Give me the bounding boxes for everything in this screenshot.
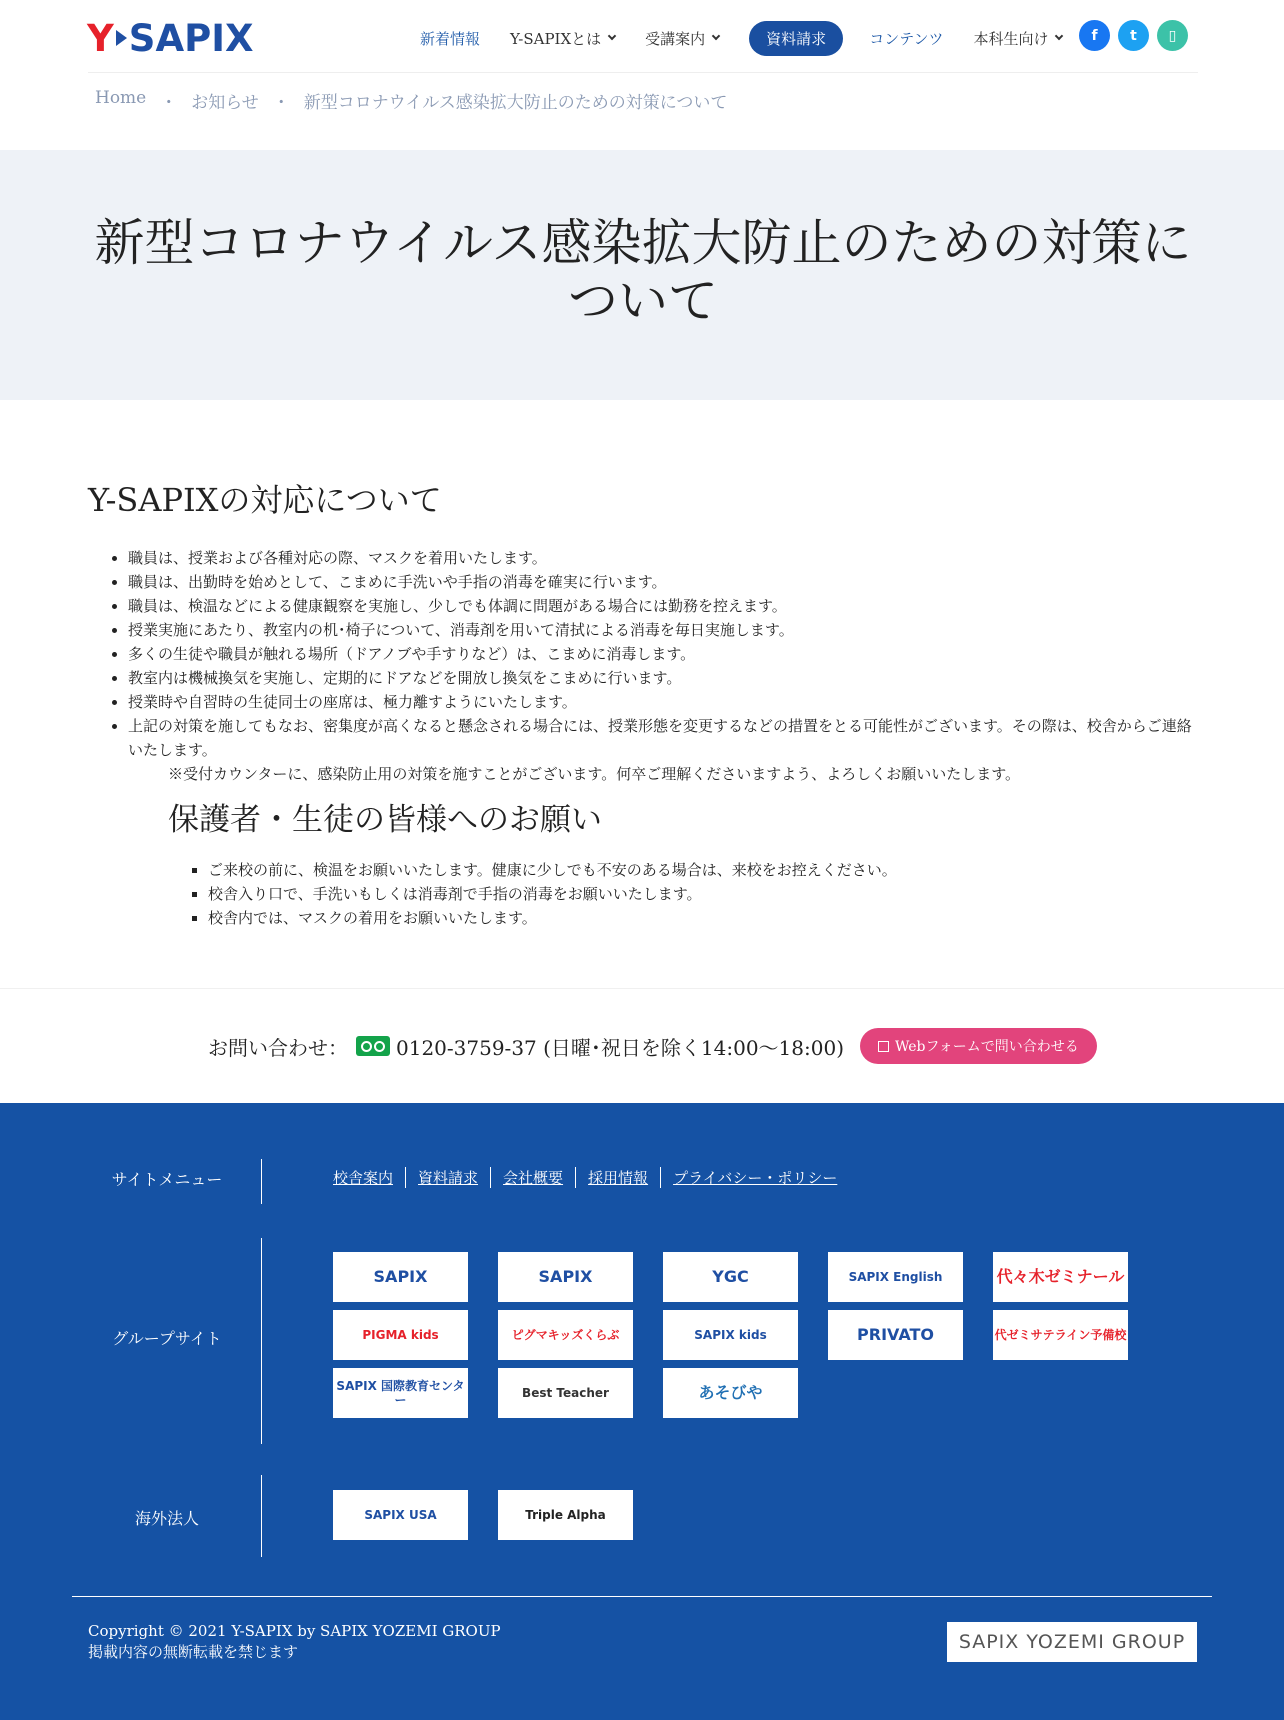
list-item: ▪ 校舎入り口で、手洗いもしくは消毒剤で手指の消毒をお願いいたします。 xyxy=(208,882,1198,906)
group-site-logo[interactable]: SAPIX 国際教育センター xyxy=(333,1368,468,1418)
site-logo[interactable] xyxy=(87,16,254,60)
copy-notice: 掲載内容の無断転載を禁じます xyxy=(88,1643,299,1661)
group-sites-label: グループサイト xyxy=(112,1329,222,1348)
footer-link-company[interactable]: 会社概要 xyxy=(490,1167,575,1188)
overseas-label: 海外法人 xyxy=(134,1509,199,1528)
footer-divider xyxy=(261,1159,262,1204)
nav-request-button[interactable]: 資料請求 xyxy=(749,21,843,56)
measures-list xyxy=(88,546,1198,762)
list-item: • 授業実施にあたり、教室内の机･椅子について、消毒剤を用いて清拭による消毒を毎日実施します。 xyxy=(128,618,1198,642)
chevron-down-icon xyxy=(1055,32,1063,40)
document-icon[interactable]: ▯ xyxy=(1157,20,1188,51)
contact-bar xyxy=(0,988,1284,1103)
list-item: ▪ 校舎内では、マスクの着用をお願いいたします。 xyxy=(208,906,1198,930)
group-site-logo[interactable]: ピグマキッズくらぶ xyxy=(498,1310,633,1360)
social-links xyxy=(1079,20,1196,51)
web-form-button[interactable] xyxy=(860,1028,1097,1064)
site-footer xyxy=(0,1103,1284,1720)
group-site-logo[interactable]: あそびや xyxy=(663,1368,798,1418)
group-site-logo[interactable]: 代々木ゼミナール xyxy=(993,1252,1128,1302)
nav-students[interactable] xyxy=(973,28,1062,49)
list-item: • 授業時や自習時の生徒同士の座席は、極力離すようにいたします。 xyxy=(128,690,1198,714)
logo-arrow-icon xyxy=(116,30,127,46)
contact-row xyxy=(208,1028,1097,1064)
group-site-logo[interactable]: 代ゼミサテライン予備校 xyxy=(993,1310,1128,1360)
contact-phone: 0120-3759-37 (日曜･祝日を除く14:00〜18:00) xyxy=(396,1035,844,1060)
list-item: • 上記の対策を施してもなお、密集度が高くなると懸念される場合には、授業形態を変更するなどの措置をとる可能性がございます。その際は、校舎からご連絡いたします。 xyxy=(128,714,1198,762)
group-site-logo[interactable]: PIGMA kids xyxy=(333,1310,468,1360)
list-item: • 職員は、授業および各種対応の際、マスクを着用いたします。 xyxy=(128,546,1198,570)
footer-link-privacy[interactable]: プライバシー・ポリシー xyxy=(660,1167,849,1188)
page-hero xyxy=(0,150,1284,400)
list-item: ▪ ご来校の前に、検温をお願いいたします。健康に少しでも不安のある場合は、来校をお控えください。 xyxy=(208,858,1198,882)
reception-note: ※受付カウンターに、感染防止用の対策を施すことがございます。何卒ご理解くださいますよう、よろしくお願いいたします。 xyxy=(168,765,1021,783)
footer-link-request[interactable]: 資料請求 xyxy=(405,1167,490,1188)
group-site-logo[interactable]: SAPIX kids xyxy=(663,1310,798,1360)
logo-sapix: SAPIX xyxy=(128,16,254,60)
breadcrumb-separator: ・ xyxy=(272,93,290,113)
breadcrumb-separator: ・ xyxy=(160,93,178,113)
copyright-block xyxy=(88,1621,501,1663)
breadcrumb-news[interactable]: お知らせ xyxy=(191,93,259,113)
group-site-logo[interactable]: YGC xyxy=(663,1252,798,1302)
main-nav xyxy=(420,20,1092,56)
footer-link-recruit[interactable]: 採用情報 xyxy=(575,1167,660,1188)
list-item: • 多くの生徒や職員が触れる場所（ドアノブや手すりなど）は、こまめに消毒します。 xyxy=(128,642,1198,666)
web-form-button-label: Webフォームで問い合わせる xyxy=(895,1039,1079,1055)
section-heading: Y-SAPIXの対応について xyxy=(88,481,442,519)
nav-students-label: 本科生向け xyxy=(973,29,1049,48)
footer-divider xyxy=(261,1475,262,1557)
footer-rule xyxy=(72,1596,1212,1597)
nav-courses[interactable] xyxy=(645,28,719,49)
nav-courses-label: 受講案内 xyxy=(645,29,706,48)
chevron-down-icon xyxy=(608,32,616,40)
requests-section xyxy=(168,800,1198,930)
header-divider xyxy=(88,72,1198,73)
list-item: • 職員は、出勤時を始めとして、こまめに手洗いや手指の消毒を確実に行います。 xyxy=(128,570,1198,594)
requests-list xyxy=(168,858,1198,930)
group-site-logo[interactable]: SAPIX xyxy=(333,1252,468,1302)
nav-contents[interactable]: コンテンツ xyxy=(869,29,944,48)
breadcrumb-current: 新型コロナウイルス感染拡大防止のための対策について xyxy=(303,93,728,113)
nav-about[interactable] xyxy=(510,28,615,49)
nav-news[interactable]: 新着情報 xyxy=(420,29,481,48)
article-content xyxy=(88,480,1198,930)
list-item: • 職員は、検温などによる健康観察を実施し、少しでも体調に問題がある場合には勤務を控えます。 xyxy=(128,594,1198,618)
copyright-text: Copyright © 2021 Y-SAPIX by SAPIX YOZEMI GROUP xyxy=(88,1622,501,1640)
freedial-icon xyxy=(356,1036,390,1056)
twitter-icon[interactable]: t xyxy=(1118,20,1149,51)
group-site-logo[interactable]: PRIVATO xyxy=(828,1310,963,1360)
subsection-heading: 保護者・生徒の皆様へのお願い xyxy=(168,802,602,838)
overseas-site-logo[interactable]: SAPIX USA xyxy=(333,1490,468,1540)
site-header xyxy=(0,0,1284,74)
window-icon xyxy=(878,1041,889,1052)
breadcrumb xyxy=(95,88,727,113)
group-site-logo[interactable]: Best Teacher xyxy=(498,1368,633,1418)
footer-site-menu xyxy=(333,1167,849,1188)
list-item: • 教室内は機械換気を実施し、定期的にドアなどを開放し換気をこまめに行います。 xyxy=(128,666,1198,690)
site-menu-label: サイトメニュー xyxy=(111,1170,223,1189)
nav-about-label: Y-SAPIXとは xyxy=(510,29,602,48)
contact-label: お問い合わせ： xyxy=(208,1035,348,1060)
footer-divider xyxy=(261,1238,262,1444)
page-title: 新型コロナウイルス感染拡大防止のための対策について xyxy=(94,214,1192,330)
group-site-logo[interactable]: SAPIX English xyxy=(828,1252,963,1302)
logo-y: Y xyxy=(87,16,114,60)
chevron-down-icon xyxy=(712,32,720,40)
group-logo[interactable]: SAPIX YOZEMI GROUP xyxy=(947,1622,1197,1662)
breadcrumb-home[interactable]: Home xyxy=(95,88,147,108)
overseas-site-logo[interactable]: Triple Alpha xyxy=(498,1490,633,1540)
group-site-logo[interactable]: SAPIX xyxy=(498,1252,633,1302)
footer-link-schools[interactable]: 校舎案内 xyxy=(333,1169,394,1187)
facebook-icon[interactable]: f xyxy=(1079,20,1110,51)
